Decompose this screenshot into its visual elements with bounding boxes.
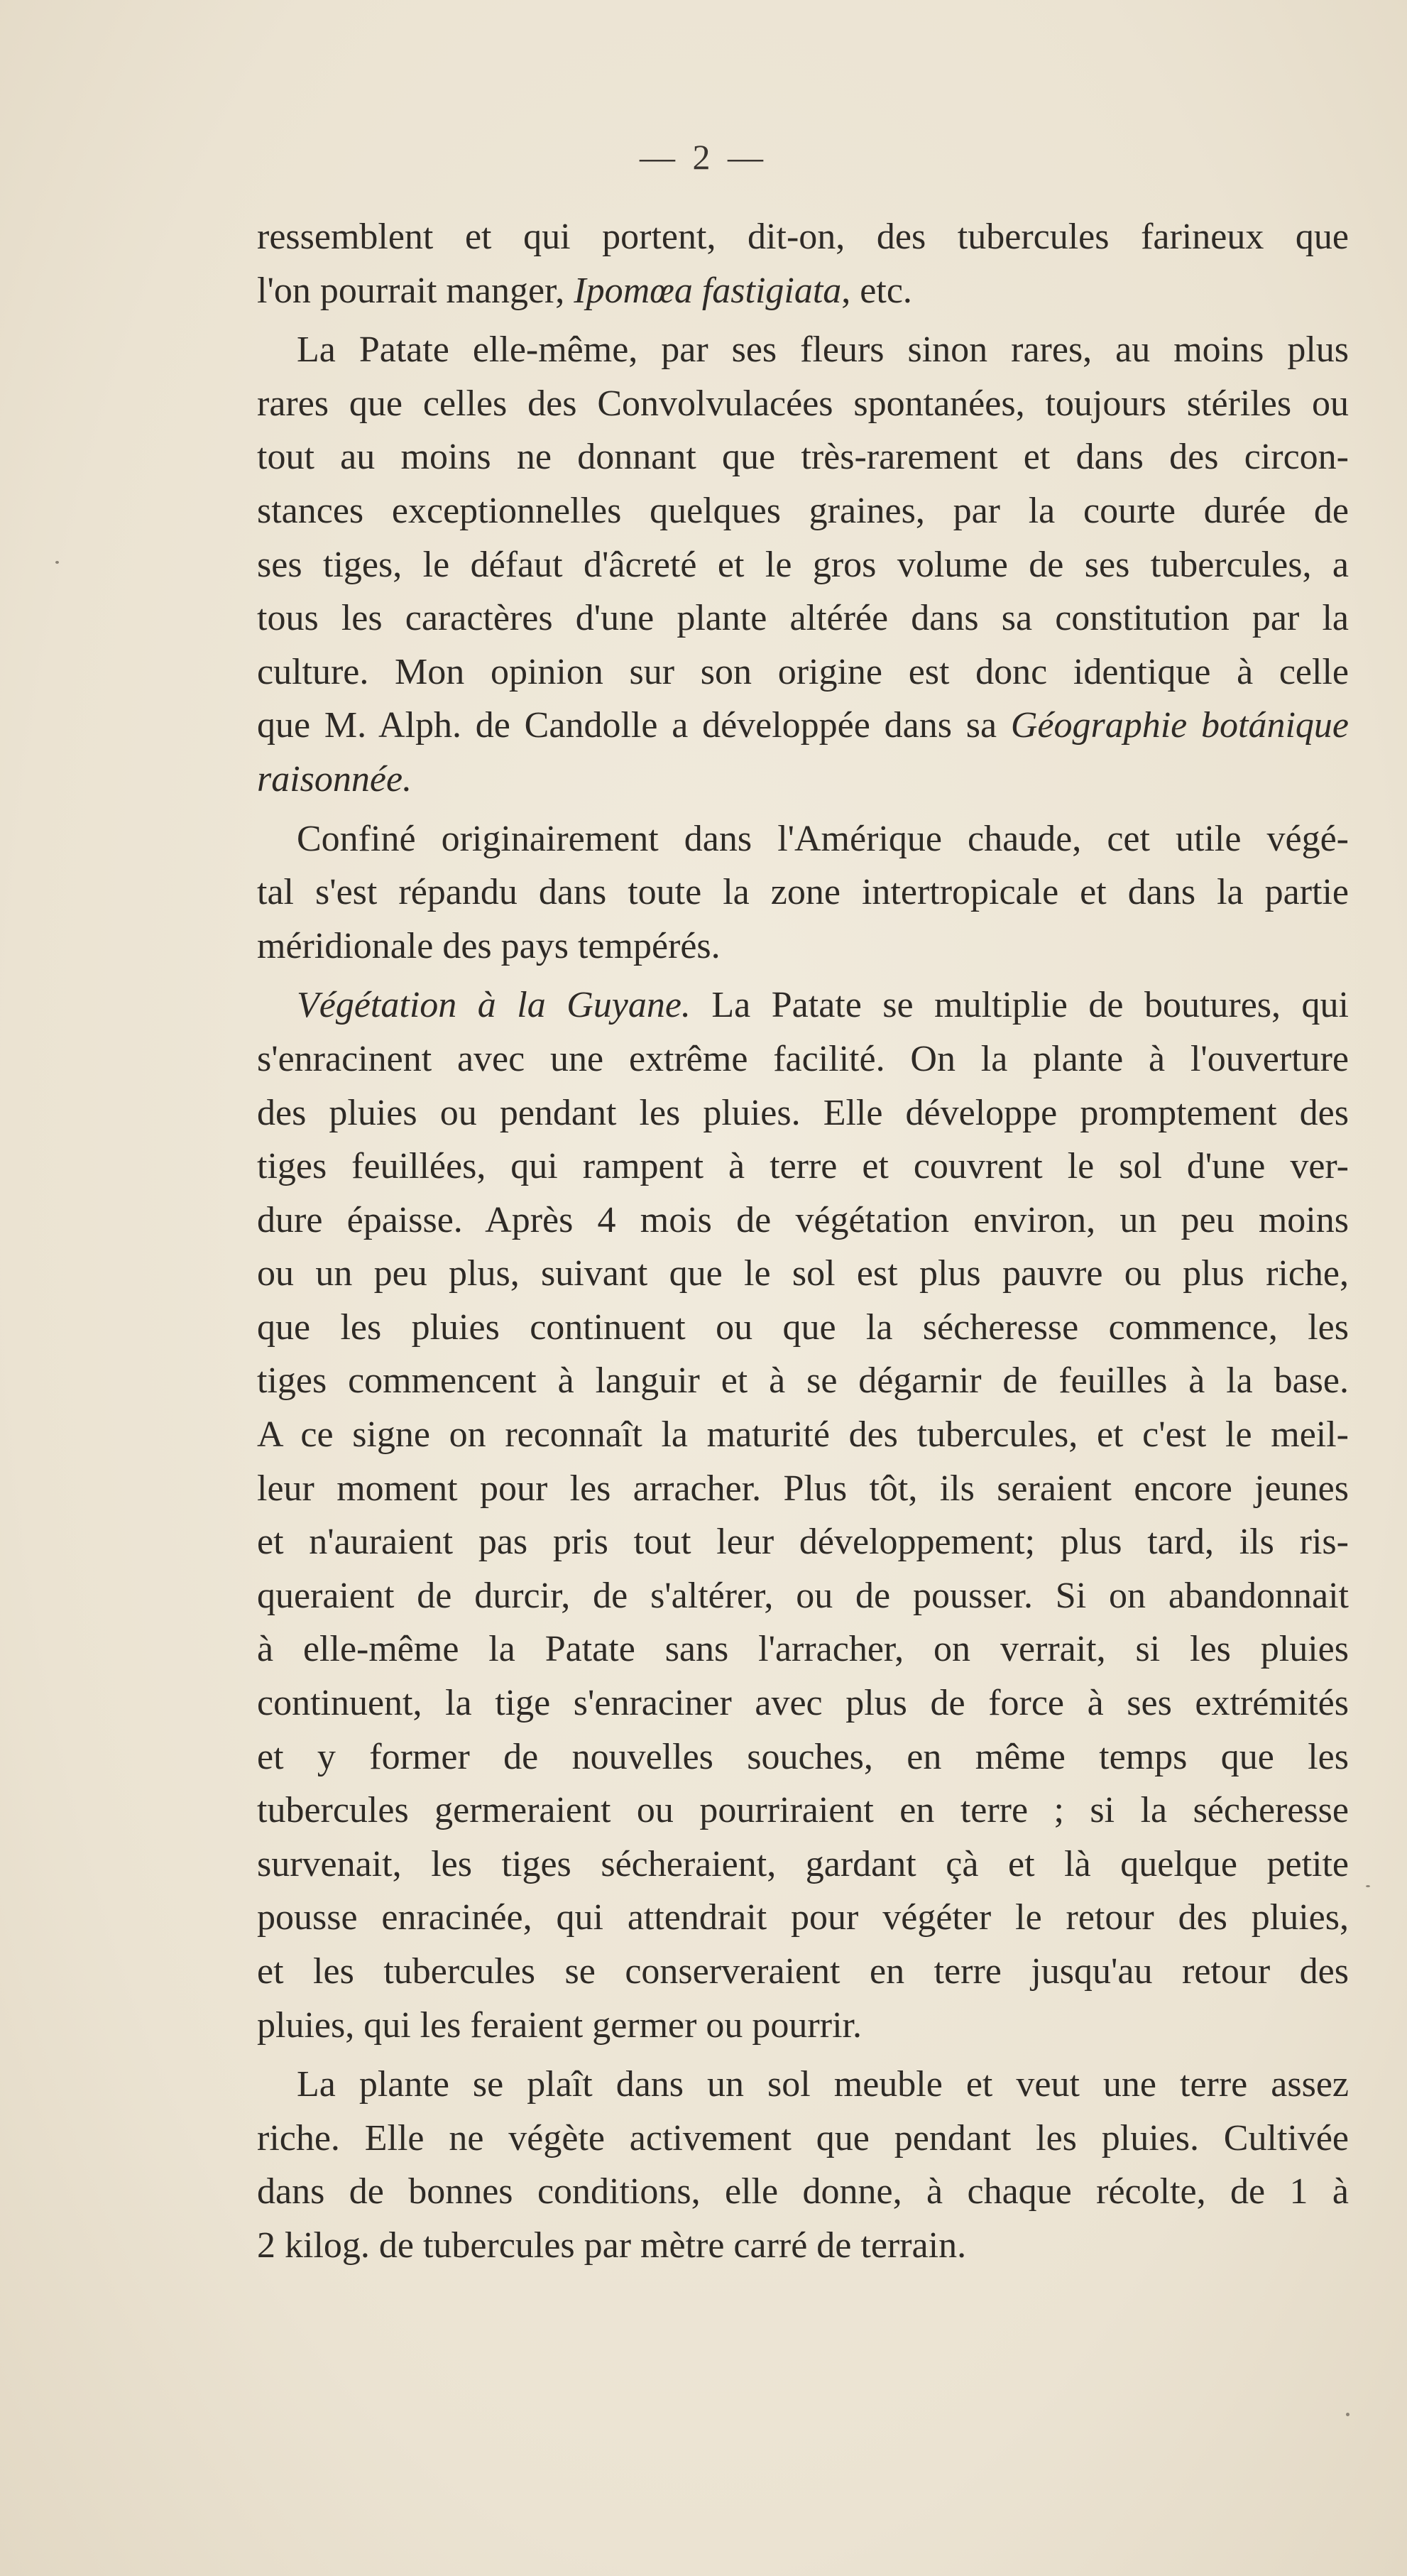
- text-line: tiges commencent à languir et à se dégarnir de feuilles à la base.: [257, 1360, 1349, 1402]
- text-line: La plante se plaît dans un sol meuble et veut une terre assez: [297, 2064, 1349, 2105]
- italic-text: Ipomœa fastigiata: [574, 270, 842, 311]
- text-line: tous les caractères d'une plante altérée dans sa constitution par la: [257, 598, 1349, 639]
- text-line: s'enracinent avec une extrême facilité. On la plante à l'ouverture: [257, 1038, 1349, 1079]
- paper-speck: [1346, 2413, 1349, 2416]
- paragraph: [257, 978, 1349, 2052]
- text-line: culture. Mon opinion sur son origine est donc identique à celle: [257, 651, 1349, 692]
- text-line: méridionale des pays tempérés.: [257, 925, 721, 966]
- text-line: rares que celles des Convolvulacées spontanées, toujours stériles ou: [257, 383, 1349, 424]
- text-run: , etc.: [841, 270, 912, 311]
- body-text: [257, 210, 1349, 2273]
- text-line: ou un peu plus, suivant que le sol est plus pauvre ou plus riche,: [257, 1253, 1349, 1294]
- text-line: Confiné originairement dans l'Amérique chaude, cet utile végé-: [297, 818, 1349, 859]
- text-run: l'on pourrait manger,: [257, 270, 574, 311]
- text-line: queraient de durcir, de s'altérer, ou de pousser. Si on abandonnait: [257, 1575, 1349, 1616]
- text-line: La Patate elle-même, par ses fleurs sinon rares, au moins plus: [297, 329, 1349, 371]
- text-line: dans de bonnes conditions, elle donne, à chaque récolte, de 1 à: [257, 2171, 1349, 2212]
- text-line: dure épaisse. Après 4 mois de végétation environ, un peu moins: [257, 1199, 1349, 1240]
- text-line: survenait, les tiges sécheraient, gardant çà et là quelque petite: [257, 1843, 1349, 1884]
- paragraph: [257, 2058, 1349, 2272]
- text-run: La Patate se multiplie de boutures, qui: [690, 985, 1349, 1026]
- text-line: leur moment pour les arracher. Plus tôt, ils seraient encore jeunes: [257, 1468, 1349, 1509]
- text-line: [257, 753, 1349, 807]
- italic-text: Géographie botánique: [1010, 705, 1349, 746]
- text-line: et y former de nouvelles souches, en même temps que les: [257, 1736, 1349, 1777]
- text-line: A ce signe on reconnaît la maturité des tubercules, et c'est le meil-: [257, 1414, 1349, 1456]
- text-line: à elle-même la Patate sans l'arracher, on verrait, si les pluies: [257, 1629, 1349, 1670]
- text-line: 2 kilog. de tubercules par mètre carré de terrain.: [257, 2225, 967, 2266]
- text-line: et les tubercules se conserveraient en terre jusqu'au retour des: [257, 1951, 1349, 1992]
- italic-text: raisonnée.: [257, 758, 412, 799]
- text-line: tal s'est répandu dans toute la zone intertropicale et dans la partie: [257, 872, 1349, 913]
- text-line: pousse enracinée, qui attendrait pour végéter le retour des pluies,: [257, 1897, 1349, 1938]
- text-line: tiges feuillées, qui rampent à terre et couvrent le sol d'une ver-: [257, 1146, 1349, 1187]
- text-line: [257, 264, 1349, 318]
- paragraph: [257, 812, 1349, 973]
- paragraph: [257, 323, 1349, 806]
- page-number: — 2 —: [640, 137, 767, 177]
- text-line: [257, 978, 1349, 1032]
- text-line: pluies, qui les feraient germer ou pourrir.: [257, 2004, 862, 2046]
- text-line: des pluies ou pendant les pluies. Elle développe promptement des: [257, 1092, 1349, 1133]
- text-line: ressemblent et qui portent, dit-on, des tubercules farineux que: [257, 217, 1349, 257]
- text-line: tubercules germeraient ou pourriraient en terre ; si la sécheresse: [257, 1790, 1349, 1831]
- text-line: tout au moins ne donnant que très-rarement et dans des circon-: [257, 437, 1349, 478]
- text-line: ses tiges, le défaut d'âcreté et le gros volume de ses tubercules, a: [257, 544, 1349, 585]
- text-line: que les pluies continuent ou que la sécheresse commence, les: [257, 1306, 1349, 1348]
- text-line: [257, 699, 1349, 753]
- text-line: stances exceptionnelles quelques graines, par la courte durée de: [257, 490, 1349, 531]
- text-line: continuent, la tige s'enraciner avec plus de force à ses extrémités: [257, 1683, 1349, 1724]
- text-line: et n'auraient pas pris tout leur développement; plus tard, ils ris-: [257, 1522, 1349, 1563]
- paper-speck: [1366, 1885, 1370, 1887]
- text-line: riche. Elle ne végète activement que pendant les pluies. Cultivée: [257, 2117, 1349, 2159]
- italic-text: Végétation à la Guyane.: [297, 985, 691, 1026]
- paper-speck: [55, 561, 59, 564]
- paragraph: [257, 210, 1349, 317]
- text-run: que M. Alph. de Candolle a développée dans sa: [257, 705, 1011, 746]
